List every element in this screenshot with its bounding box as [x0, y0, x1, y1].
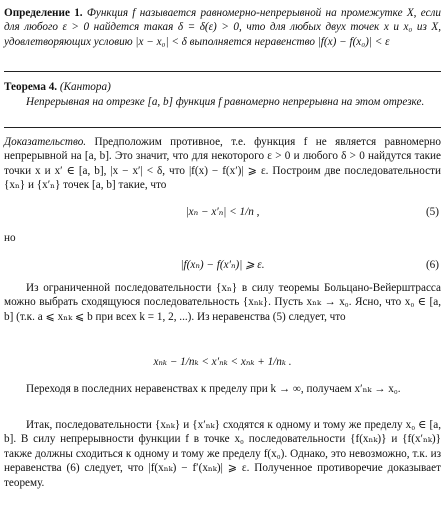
divider-top — [4, 71, 441, 72]
equation-6-number: (6) — [425, 259, 439, 271]
definition-heading: Определение 1. — [4, 7, 83, 19]
proof-paragraph-4: Итак, последовательности {xₙₖ} и {x′ₙₖ} сходятся к одному и тому же пределу x₀ ∈ [a, b]. В силу непрерывности функции f в точке x₀ последовательности {f(xₙₖ)} и {f(x′ₙₖ)} также должны сходиться к одному и тому же пределу f(x₀). Однако, это невозможно, т.к. из неравенства (6) следует, что |f(xₙₖ) − f′(xₙₖ)| ⩾ ε. Полученное противоречие доказывает теорему. — [4, 419, 441, 489]
conjunction-text: но — [4, 232, 16, 244]
proof-paragraph-3: Переходя в последних неравенствах к пределу при k → ∞, получаем x′ₙₖ → x₀. — [26, 383, 401, 395]
theorem-text: Непрерывная на отрезке [a, b] функция f равномерно непрерывна на этом отрезке. — [26, 96, 425, 108]
proof-paragraph-1 — [4, 135, 441, 193]
equation-5: |xₙ − x′ₙ| < 1/n , — [185, 206, 260, 218]
proof-paragraph-2: Из ограниченной последовательности {xₙ} в силу теоремы Больцано-Вейерштрасса можно выбрать сходящуюся последовательность {xₙₖ}. Пусть xₙₖ → x₀. Ясно, что x₀ ∈ [a, b] (т.к. a ⩽ xₙₖ ⩽ b при всех k = 1, 2, ...). Из неравенства (5) следует, что — [4, 282, 441, 323]
equation-5-number: (5) — [425, 206, 439, 218]
theorem-heading: Теорема 4. — [4, 81, 58, 93]
theorem-attribution: (Кантора) — [59, 81, 111, 93]
divider-bottom — [4, 127, 441, 128]
proof-label: Доказательство. — [4, 136, 87, 148]
proof-text-1: Предположим противное, т.е. функция f не является равномерно непрерывной на [a, b]. Это значит, что для некоторого ε > 0 и любого δ > 0 найдутся такие точки x и x′ ∈ [a, b], |x − x′| < δ, что |f(x) − f(x′)| ⩾ ε. Построим две последовательности {xₙ} и {x′ₙ} точек [a, b] такие, что — [4, 136, 441, 192]
equation-6: |f(xₙ) − f(x′ₙ)| ⩾ ε. — [180, 259, 265, 271]
equation-7: xₙₖ − 1/nₖ < x′ₙₖ < xₙₖ + 1/nₖ . — [153, 356, 292, 368]
definition-text: Функция f называется равномерно-непрерывной на промежутке X, если для любого ε > 0 найдется такая δ = δ(ε) > 0, что для любых двух точек x и x₀ из X, удовлетворяющих условию |x − x₀| < δ выполняется неравенство |f(x) − f(x₀)| < ε — [4, 7, 442, 48]
definition-block — [4, 6, 441, 49]
theorem-title-line — [4, 80, 441, 94]
